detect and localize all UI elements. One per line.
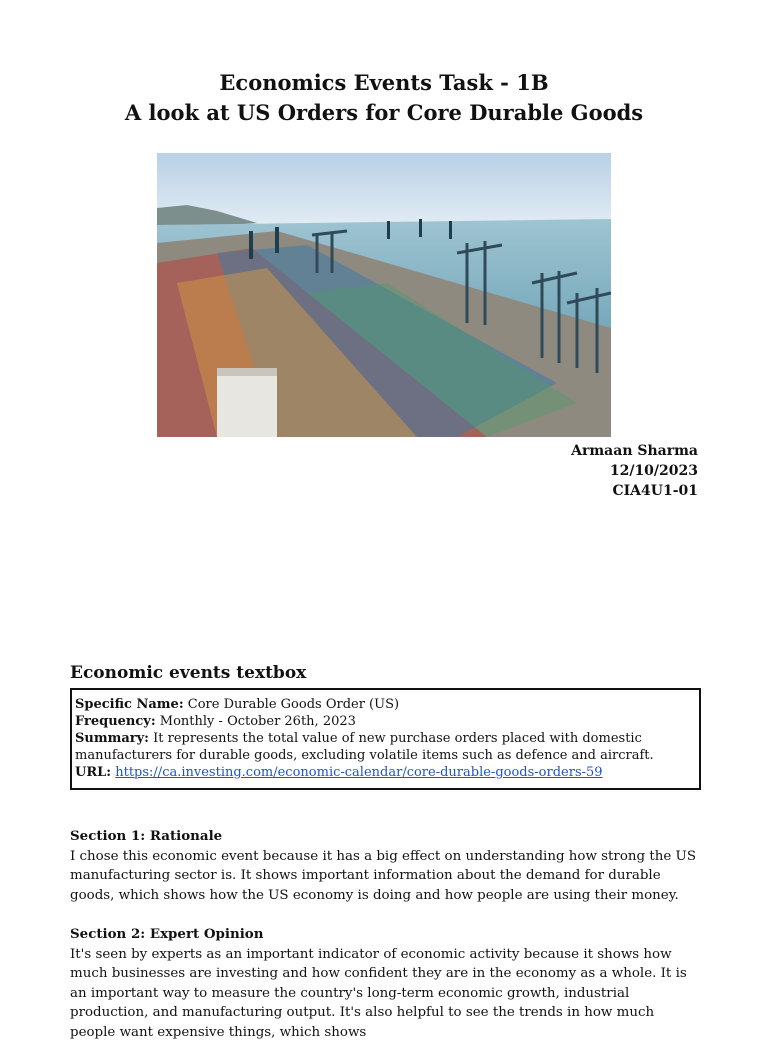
container-port-photo [157,153,611,437]
url-label: URL: [75,765,112,780]
author-date: 12/10/2023 [609,463,698,479]
section-heading: Section 2: Expert Opinion [70,926,264,942]
frequency-row [75,713,696,730]
frequency-label: Frequency: [75,714,156,729]
specific-name-label: Specific Name: [75,697,184,712]
document-title: Economics Events Task - 1B [219,70,549,95]
section-body: I chose this economic event because it has a big effect on understanding how strong the US manufacturing sector is. It shows important information about the demand for durable goods, which shows how the US economy is doing and how people are using their money. [70,848,696,903]
section-expert-opinion [70,925,700,1043]
summary-row [75,730,696,764]
url-row [75,764,696,781]
textbox-heading: Economic events textbox [70,663,307,683]
section-rationale [70,827,700,905]
summary-value: It represents the total value of new purchase orders placed with domestic manufacturers for durable goods, excluding volatile items such as defence and aircraft. [75,731,654,763]
section-body: It's seen by experts as an important indicator of economic activity because it shows how much businesses are investing and how confident they are in the economy as a whole. It is an important way to measure the country's long-term economic growth, industrial production, and manufacturing output. It's also helpful to see the trends in how much people want expensive things, which shows [70,946,687,1040]
container-port-image [157,153,611,437]
source-url-link[interactable]: https://ca.investing.com/economic-calendar/core-durable-goods-orders-59 [115,765,603,780]
author-name: Armaan Sharma [571,443,698,459]
specific-name-row [75,696,696,713]
economic-events-textbox [70,688,701,790]
document-subtitle: A look at US Orders for Core Durable Goods [124,100,644,125]
frequency-value: Monthly - October 26th, 2023 [159,714,356,729]
course-code: CIA4U1-01 [612,483,698,499]
section-heading: Section 1: Rationale [70,828,223,844]
specific-name-value: Core Durable Goods Order (US) [187,697,400,712]
author-block [571,441,698,501]
summary-label: Summary: [75,731,149,746]
